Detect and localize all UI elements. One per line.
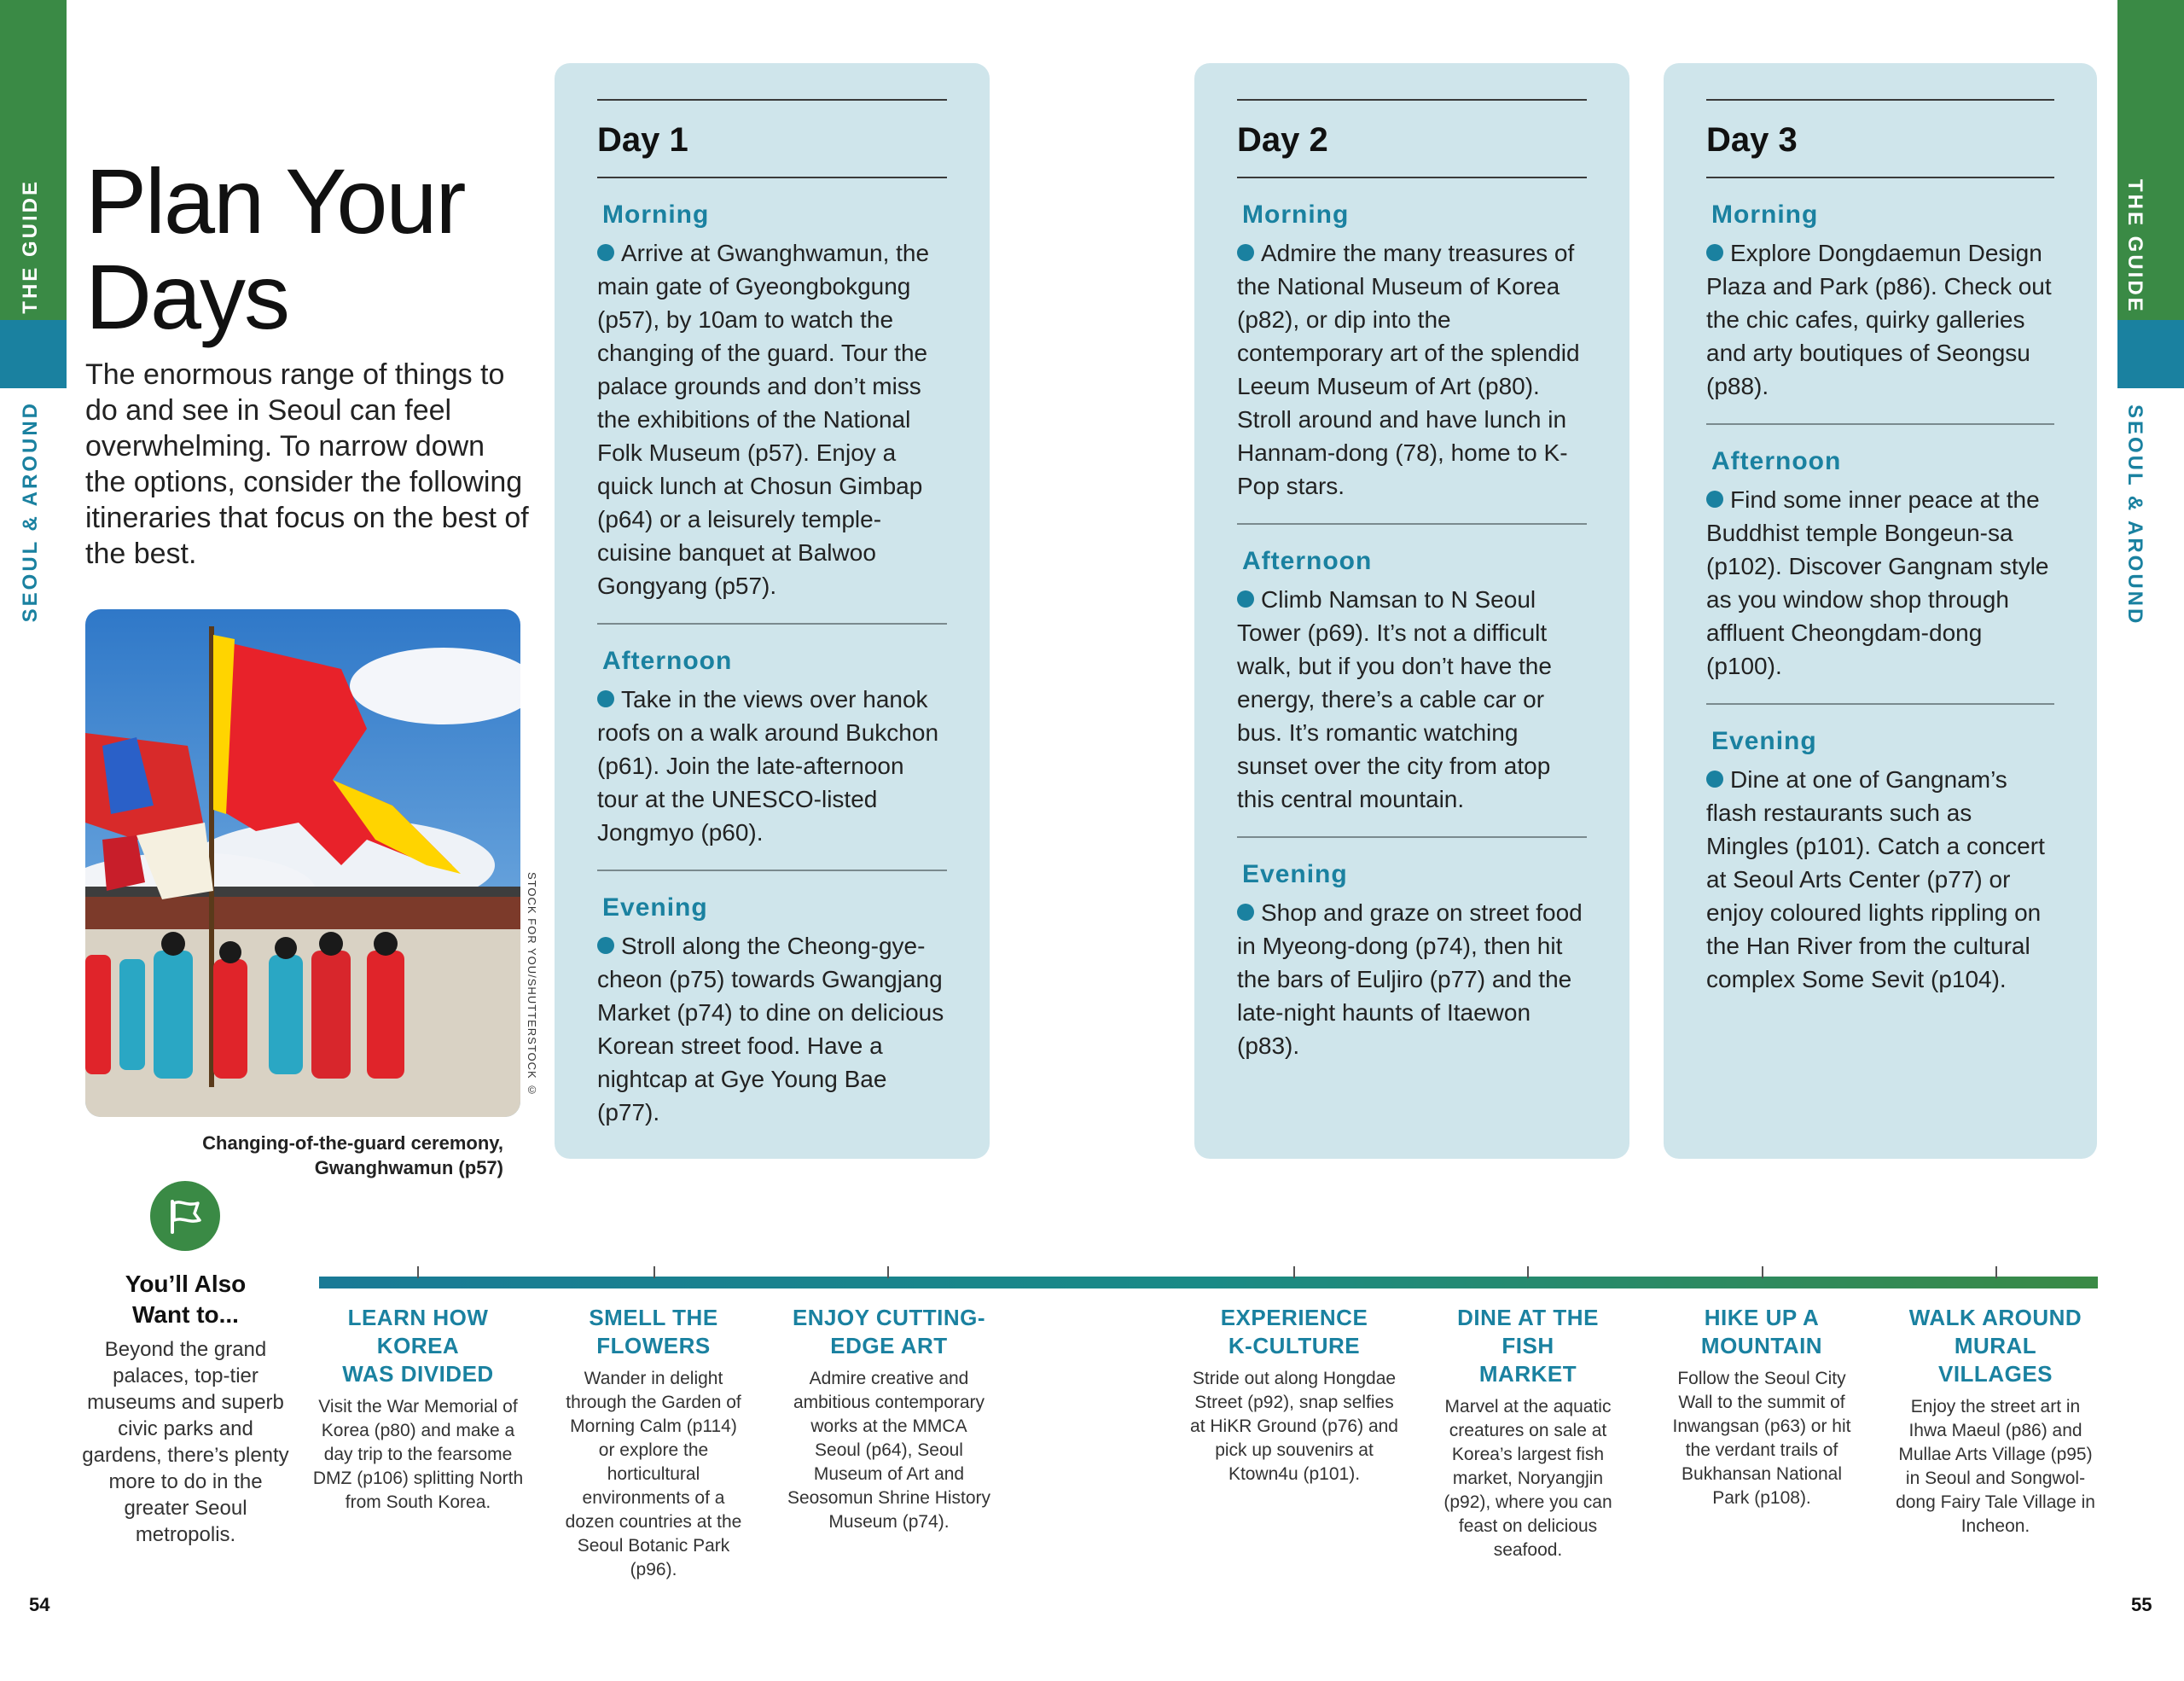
timeline-heading-1: EXPERIENCE bbox=[1220, 1305, 1368, 1330]
timeline-text: Stride out along Hongdae Street (p92), snap selfies at HiKR Ground (p76) and pick up souvenirs at Ktown4u (p101). bbox=[1190, 1369, 1398, 1484]
timeline-item bbox=[787, 1304, 991, 1534]
section-text: Shop and graze on street food in Myeong-dong (p74), then hit the bars of Euljiro (p77) and the late-night haunts of Itaewon (p83). bbox=[1237, 899, 1583, 1059]
section-heading: Evening bbox=[602, 893, 708, 922]
title-line-1: Plan Your bbox=[85, 149, 465, 253]
morning-section bbox=[1237, 178, 1587, 525]
left-region-label: SEOUL & AROUND bbox=[19, 401, 42, 623]
bullet-icon bbox=[1706, 244, 1723, 261]
section-text: Admire the many treasures of the National Museum of Korea (p82), or dip into the contemporary art of the splendid Leeum Museum of Art (p80). Stroll around and have lunch in Hannam-dong (78), home to K-Pop stars. bbox=[1237, 240, 1580, 499]
section-text: Climb Namsan to N Seoul Tower (p69). It’s not a difficult walk, but if you don’t have the energy, there’s a cable car or bus. It’s romantic watching sunset over the city from atop this central mountain. bbox=[1237, 586, 1552, 812]
timeline-heading-1: DINE AT THE FISH bbox=[1457, 1305, 1599, 1358]
flag-icon bbox=[150, 1181, 220, 1251]
timeline-text: Admire creative and ambitious contemporary works at the MMCA Seoul (p64), Seoul Museum of Art and Seosomun Shrine History Museum (p74). bbox=[787, 1369, 991, 1532]
timeline-item bbox=[1664, 1304, 1860, 1510]
bullet-icon bbox=[1237, 904, 1254, 921]
bullet-icon bbox=[1706, 491, 1723, 508]
page-title bbox=[85, 149, 465, 348]
timeline-heading-1: WALK AROUND bbox=[1908, 1305, 2082, 1330]
timeline-text: Visit the War Memorial of Korea (p80) and make a day trip to the fearsome DMZ (p106) splitting North from South Korea. bbox=[312, 1397, 524, 1512]
timeline-tick bbox=[1762, 1266, 1763, 1278]
afternoon-section bbox=[1706, 425, 2054, 705]
timeline-tick bbox=[1527, 1266, 1529, 1278]
photo-caption bbox=[145, 1131, 503, 1180]
timeline-item bbox=[1896, 1304, 2095, 1538]
timeline-heading-1: HIKE UP A bbox=[1704, 1305, 1820, 1330]
section-text: Find some inner peace at the Buddhist temple Bongeun-sa (p102). Discover Gangnam style as you window shop through affluent Cheongdam-dong (p100). bbox=[1706, 486, 2049, 679]
timeline-tick bbox=[653, 1266, 655, 1278]
evening-section bbox=[597, 871, 947, 1149]
timeline-heading-1: ENJOY CUTTING- bbox=[792, 1305, 986, 1330]
title-line-2: Days bbox=[85, 245, 289, 348]
timeline-heading-2: K-CULTURE bbox=[1228, 1333, 1361, 1358]
timeline-item bbox=[563, 1304, 744, 1582]
bullet-icon bbox=[1237, 590, 1254, 608]
section-heading: Evening bbox=[1711, 727, 1817, 755]
left-region-tab bbox=[0, 320, 67, 388]
intro-text: The enormous range of things to do and see in Seoul can feel overwhelming. To narrow down the options, consider the following itineraries that focus on the best of the best. bbox=[85, 358, 529, 570]
timeline-text: Follow the Seoul City Wall to the summit of Inwangsan (p63) or hit the verdant trails of Bukhansan National Park (p108). bbox=[1672, 1369, 1851, 1508]
bullet-icon bbox=[597, 244, 614, 261]
bullet-icon bbox=[1237, 244, 1254, 261]
day-3-card bbox=[1664, 63, 2097, 1159]
day-title: Day 2 bbox=[1237, 99, 1587, 178]
section-text: Dine at one of Gangnam’s flash restaurants such as Mingles (p101). Catch a concert at Seoul Arts Center (p77) or enjoy coloured lights rippling on the Han River from the cultural complex Some Sevit (p104). bbox=[1706, 766, 2045, 992]
caption-line-2: Gwanghwamun (p57) bbox=[314, 1157, 503, 1178]
also-text: Beyond the grand palaces, top-tier museums and superb civic parks and gardens, there’s plenty more to do in the greater Seoul metropolis. bbox=[82, 1338, 289, 1546]
photo-credit: STOCK FOR YOU/SHUTTERSTOCK © bbox=[526, 872, 538, 1097]
timeline-text: Enjoy the street art in Ihwa Maeul (p86) and Mullae Arts Village (p95) in Seoul and Songwol-dong Fairy Tale Village in Incheon. bbox=[1896, 1397, 2095, 1536]
section-text: Stroll along the Cheong-gye-cheon (p75) towards Gwangjang Market (p74) to dine on delicious Korean street food. Have a nightcap at Gye Young Bae (p77). bbox=[597, 933, 944, 1126]
timeline-item bbox=[311, 1304, 525, 1515]
timeline-heading-2: EDGE ART bbox=[830, 1333, 948, 1358]
timeline-heading-1: SMELL THE bbox=[589, 1305, 718, 1330]
timeline-text: Wander in delight through the Garden of Morning Calm (p114) or explore the horticultural environments of a dozen countries at the Seoul Botanic Park (p96). bbox=[565, 1369, 742, 1579]
timeline-bar bbox=[319, 1277, 2098, 1288]
day-title: Day 3 bbox=[1706, 99, 2054, 178]
timeline-heading-2: WAS DIVIDED bbox=[342, 1361, 494, 1387]
afternoon-section bbox=[597, 625, 947, 871]
right-guide-label: THE GUIDE bbox=[2123, 179, 2146, 314]
also-title bbox=[81, 1269, 290, 1330]
section-heading: Morning bbox=[1711, 201, 1819, 229]
section-text: Arrive at Gwanghwamun, the main gate of Gyeongbokgung (p57), by 10am to watch the changing of the guard. Tour the palace grounds and don’t miss the exhibitions of the National Folk Museum (p57). Enjoy a quick lunch at Chosun Gimbap (p64) or a leisurely temple-cuisine banquet at Balwoo Gongyang (p57). bbox=[597, 240, 930, 599]
section-heading: Morning bbox=[1242, 201, 1350, 229]
also-title-line-2: Want to... bbox=[132, 1301, 239, 1328]
bullet-icon bbox=[597, 690, 614, 707]
guard-ceremony-photo bbox=[85, 609, 520, 1117]
day-2-card bbox=[1194, 63, 1629, 1159]
morning-section bbox=[597, 178, 947, 625]
bullet-icon bbox=[597, 937, 614, 954]
timeline-tick bbox=[417, 1266, 419, 1278]
section-heading: Evening bbox=[1242, 860, 1348, 888]
section-heading: Afternoon bbox=[1242, 547, 1373, 575]
morning-section bbox=[1706, 178, 2054, 425]
section-heading: Afternoon bbox=[602, 647, 733, 675]
right-region-label: SEOUL & AROUND bbox=[2123, 404, 2146, 626]
evening-section bbox=[1237, 838, 1587, 1083]
timeline-tick bbox=[1995, 1266, 1997, 1278]
caption-line-1: Changing-of-the-guard ceremony, bbox=[202, 1132, 503, 1154]
section-text: Take in the views over hanok roofs on a walk around Bukchon (p61). Join the late-afternoon tour at the UNESCO-listed Jongmyo (p60). bbox=[597, 686, 939, 846]
timeline-heading-2: MARKET bbox=[1478, 1361, 1577, 1387]
timeline-item bbox=[1430, 1304, 1626, 1562]
timeline-heading-1: LEARN HOW KOREA bbox=[347, 1305, 489, 1358]
bullet-icon bbox=[1706, 771, 1723, 788]
timeline-text: Marvel at the aquatic creatures on sale at Korea’s largest fish market, Noryangjin (p92), where you can feast on delicious seafood. bbox=[1443, 1397, 1612, 1560]
timeline-heading-2: FLOWERS bbox=[596, 1333, 711, 1358]
day-1-card bbox=[555, 63, 990, 1159]
page-number-right: 55 bbox=[2131, 1594, 2152, 1615]
page-number-left: 54 bbox=[29, 1594, 50, 1615]
day-title: Day 1 bbox=[597, 99, 947, 178]
timeline-tick bbox=[887, 1266, 889, 1278]
section-heading: Morning bbox=[602, 201, 710, 229]
timeline-tick bbox=[1293, 1266, 1295, 1278]
timeline-heading-2: MURAL VILLAGES bbox=[1937, 1333, 2053, 1387]
timeline-item bbox=[1188, 1304, 1401, 1486]
also-title-line-1: You’ll Also bbox=[125, 1271, 247, 1297]
left-guide-label: THE GUIDE bbox=[19, 179, 42, 314]
section-text: Explore Dongdaemun Design Plaza and Park (p86). Check out the chic cafes, quirky galleries and arty boutiques of Seongsu (p88). bbox=[1706, 240, 2052, 399]
section-heading: Afternoon bbox=[1711, 447, 1842, 475]
evening-section bbox=[1706, 705, 2054, 1016]
afternoon-section bbox=[1237, 525, 1587, 838]
timeline-heading-2: MOUNTAIN bbox=[1700, 1333, 1823, 1358]
right-region-tab bbox=[2117, 320, 2184, 388]
